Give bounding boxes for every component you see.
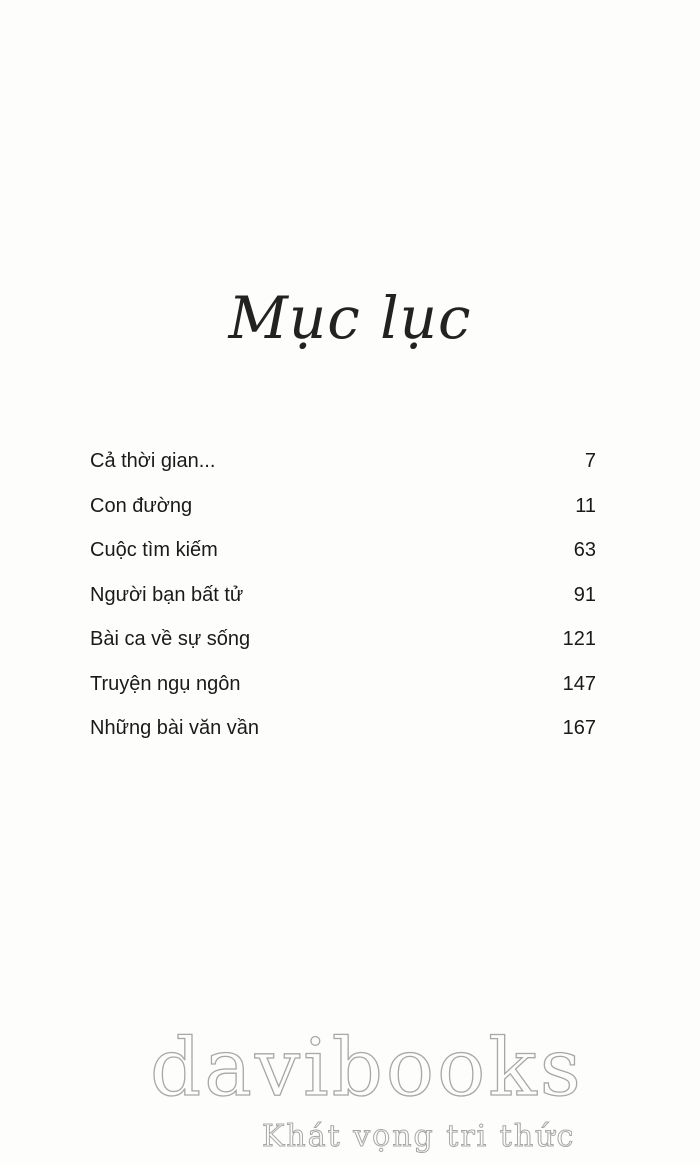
- toc-entry-page: 63: [573, 539, 596, 561]
- toc-entry-page: 11: [575, 494, 596, 517]
- table-of-contents: [90, 450, 596, 762]
- toc-entry-page: 147: [562, 672, 596, 695]
- toc-entry: [90, 539, 596, 584]
- toc-entry: [90, 628, 596, 673]
- toc-entry-label: Cuộc tìm kiếm: [90, 539, 218, 561]
- watermark-brand: davibooks: [150, 1021, 584, 1114]
- toc-entry-label: Truyện ngụ ngôn: [90, 672, 241, 695]
- toc-entry: [90, 584, 596, 629]
- toc-entry: [90, 450, 596, 495]
- toc-entry-label: Người bạn bất tử: [90, 583, 244, 606]
- page-title: Mục lục: [228, 283, 472, 352]
- toc-entry-page: 91: [573, 583, 596, 606]
- publisher-watermark: [150, 1021, 584, 1158]
- toc-entry-label: Con đường: [90, 494, 193, 517]
- toc-entry-label: Bài ca về sự sống: [90, 628, 251, 650]
- toc-entry: [90, 495, 596, 540]
- watermark-tagline: Khát vọng tri thức: [262, 1119, 576, 1154]
- toc-entry: [90, 673, 596, 718]
- toc-entry-label: Những bài văn vần: [90, 717, 260, 739]
- toc-entry-label: Cả thời gian...: [90, 450, 216, 472]
- toc-entry-page: 167: [562, 717, 596, 739]
- toc-entry-page: 7: [584, 450, 596, 472]
- toc-entry-page: 121: [562, 628, 596, 650]
- toc-entry: [90, 717, 596, 762]
